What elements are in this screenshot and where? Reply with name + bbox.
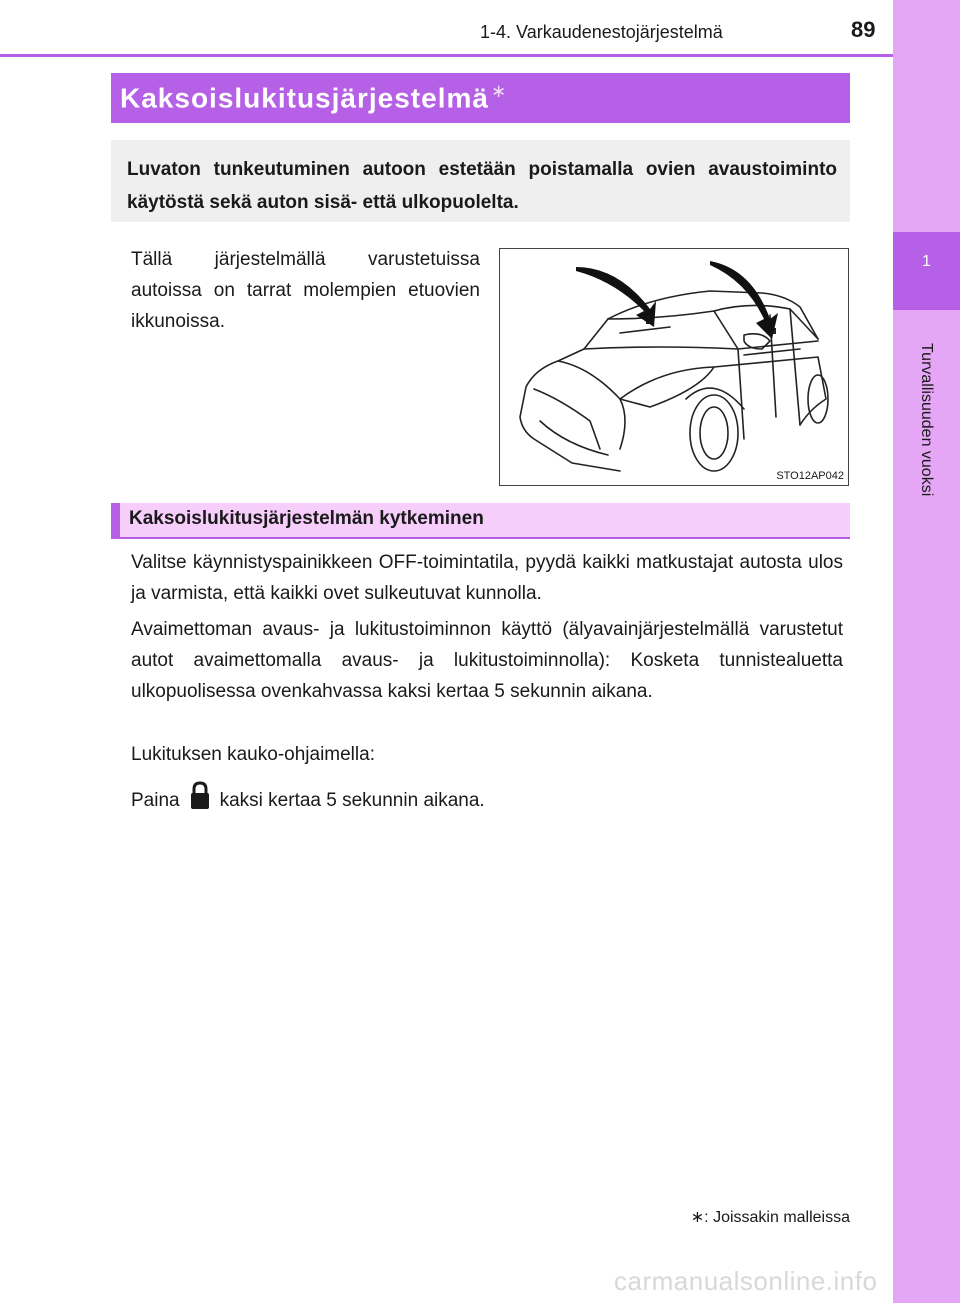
- press-after-text: kaksi kertaa 5 sekunnin aikana.: [219, 790, 485, 812]
- section-title: Kaksoislukitusjärjestelmä: [120, 82, 489, 114]
- footnote: [691, 1207, 850, 1227]
- instruction-paragraph: Lukituksen kauko-ohjaimella:: [131, 744, 375, 765]
- figure-code: STO12AP042: [776, 470, 844, 482]
- press-instruction: [131, 779, 843, 823]
- header-divider: [0, 54, 893, 57]
- chapter-side-tab: [893, 0, 960, 1303]
- section-title-wrap: [120, 81, 507, 114]
- chapter-label: Turvallisuuden vuoksi: [918, 343, 935, 497]
- car-illustration: [499, 248, 849, 486]
- car-drawing: [500, 249, 848, 485]
- watermark: carmanualsonline.info: [614, 1266, 878, 1296]
- running-header: 1-4. Varkaudenestojärjestelmä: [480, 22, 723, 42]
- press-before-text: Paina: [131, 790, 180, 812]
- subsection-title: Kaksoislukitusjärjestelmän kytkeminen: [129, 508, 484, 529]
- instruction-paragraph: Valitse käynnistyspainikkeen OFF-toimintatila, pyydä kaikki matkustajat autosta ulos ja varmista, että kaikki ovet sulkeutuvat kunnolla.: [131, 552, 843, 604]
- section-title-bar: [111, 73, 850, 123]
- footnote-mark: ∗: [690, 1209, 705, 1226]
- footnote-text: : Joissakin malleissa: [704, 1209, 850, 1226]
- chapter-number-box: [893, 232, 960, 310]
- chapter-number: 1: [922, 253, 931, 270]
- lock-icon: [186, 779, 214, 823]
- intro-box: [111, 140, 850, 222]
- footnote-marker: ∗: [490, 81, 508, 101]
- body-paragraph: Tällä järjestelmällä varustetuissa autoissa on tarrat molempien etuovien ikkunoissa.: [131, 249, 480, 332]
- instruction-paragraph: Avaimettoman avaus- ja lukitustoiminnon käyttö (älyavainjärjestelmällä varustetut autot avaimettomalla avaus- ja lukitustoiminnolla): Kosketa tunnistealuetta ulkopuolisessa ovenkahvassa kaksi kertaa 5 sekunnin aikana.: [131, 619, 843, 702]
- subsection-heading: [111, 503, 850, 539]
- intro-text: Luvaton tunkeutuminen autoon estetään poistamalla ovien avaustoiminto käytöstä sekä auton sisä- että ulkopuolelta.: [127, 159, 837, 213]
- page-number: 89: [851, 17, 876, 42]
